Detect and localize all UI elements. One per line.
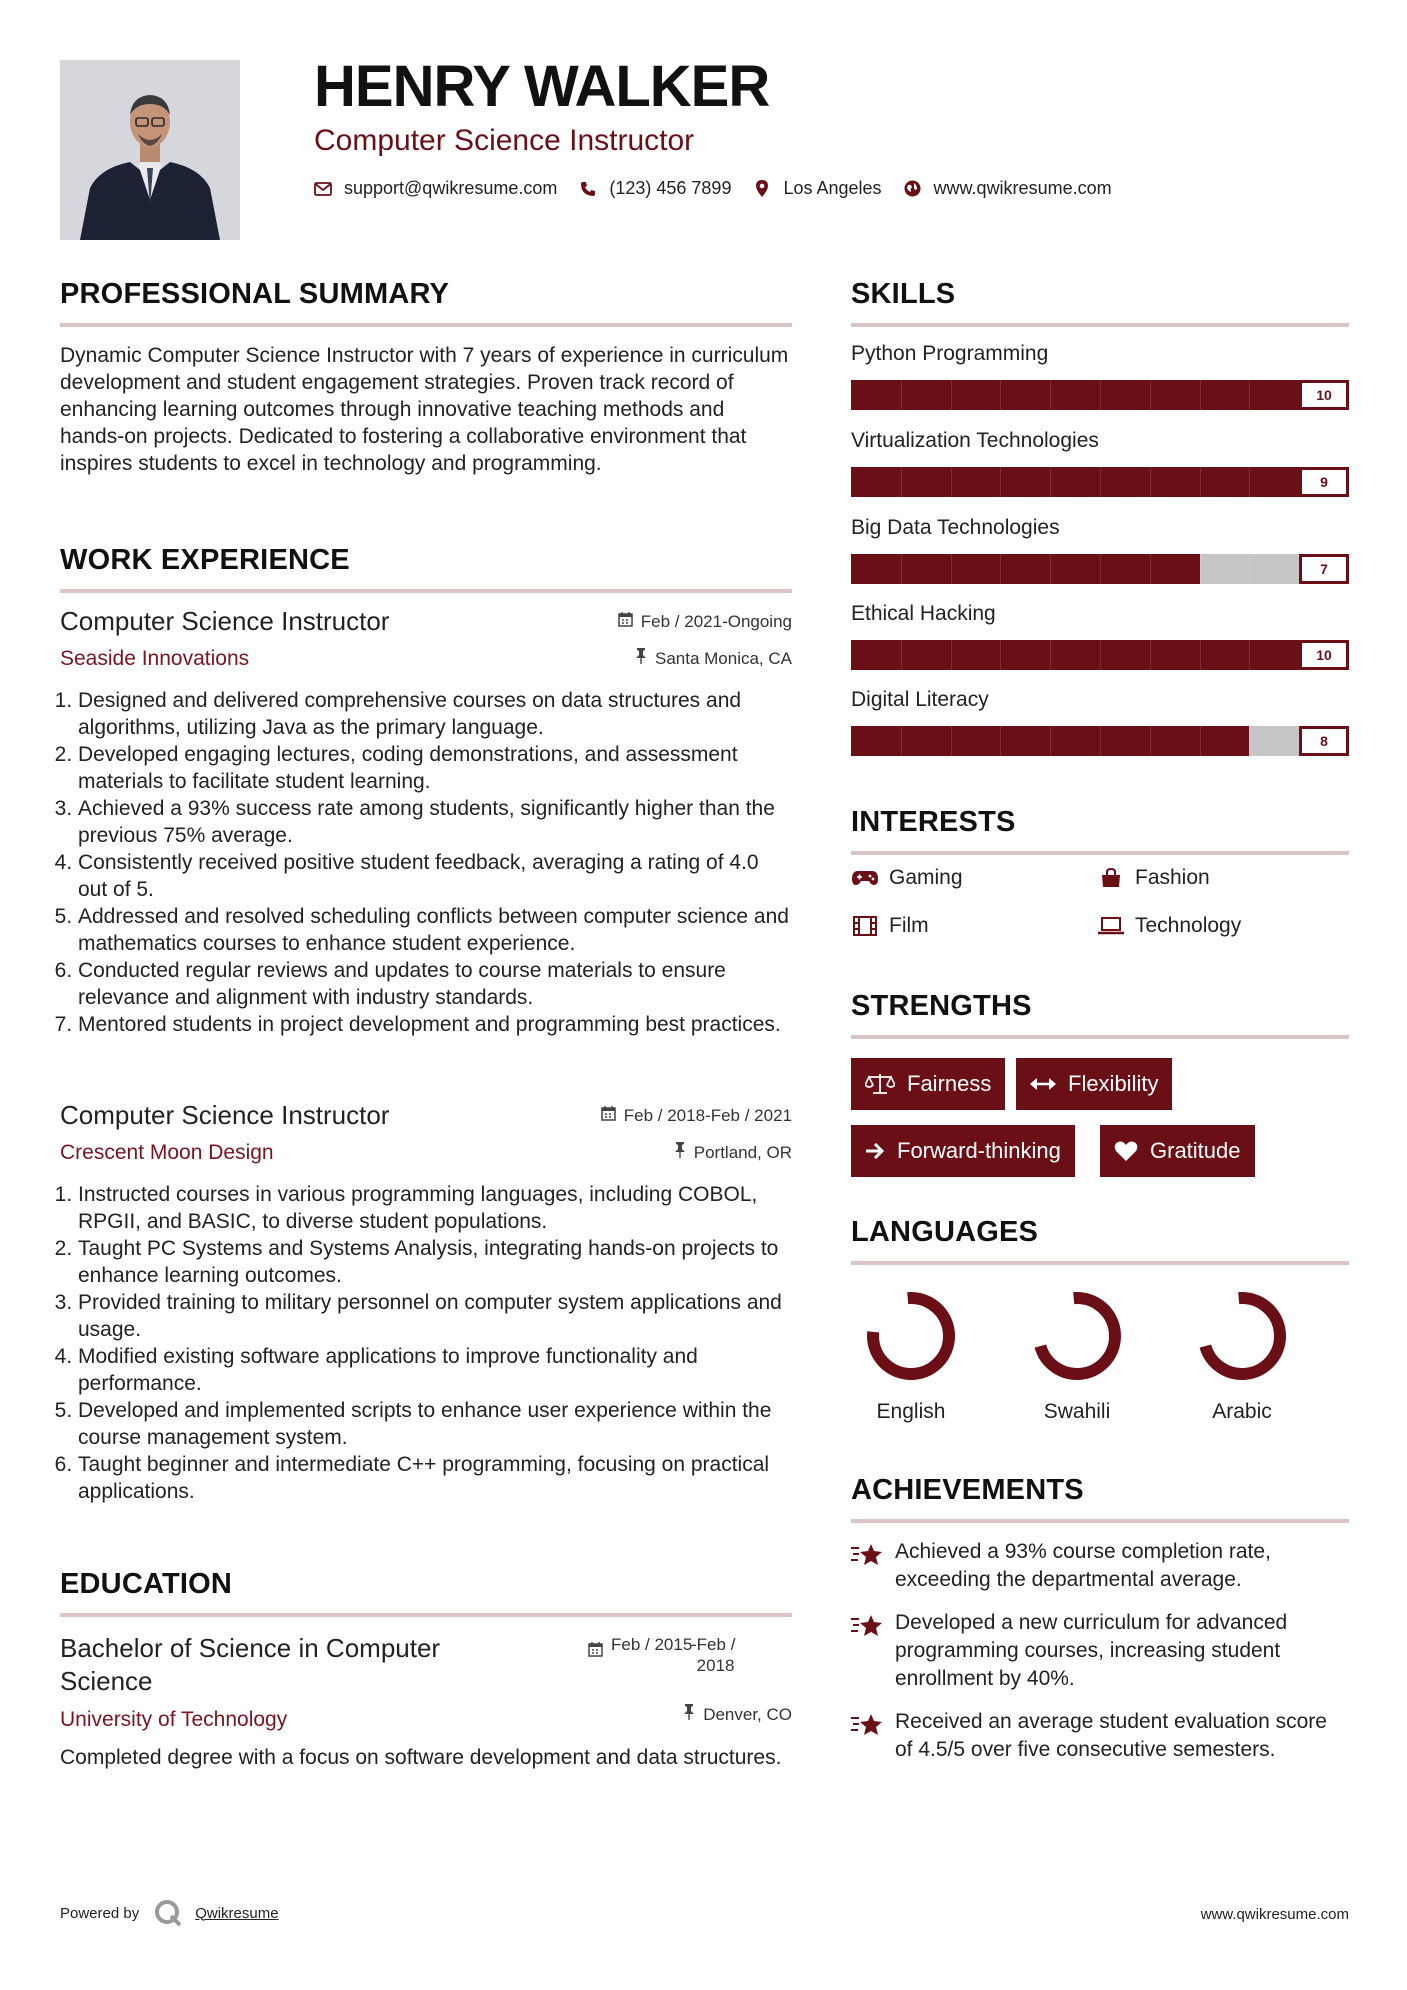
heart-icon xyxy=(1114,1140,1138,1162)
skill-bar-segment xyxy=(1050,726,1051,756)
skill-bar-segment xyxy=(1100,554,1101,584)
skill-bar-segment xyxy=(1050,380,1051,410)
job-bullet: 5. Addressed and resolved scheduling conflicts between computer science and mathematics courses to enhance student experience. xyxy=(78,903,792,957)
profile-photo xyxy=(60,60,240,240)
skill-bar-segment xyxy=(1000,380,1001,410)
interest-label: Technology xyxy=(1135,914,1242,937)
skill-bar-segment xyxy=(1200,380,1201,410)
job-entry xyxy=(60,1100,792,1505)
skill-bar-segment xyxy=(1249,726,1250,756)
footer-website[interactable]: www.qwikresume.com xyxy=(1200,1906,1349,1923)
achievements-heading: ACHIEVEMENTS xyxy=(851,1474,1084,1506)
job-bullet: 3. Achieved a 93% success rate among students, significantly higher than the previous 75% average. xyxy=(78,795,792,849)
skill-name: Digital Literacy xyxy=(851,688,989,711)
languages-section xyxy=(851,1218,1349,1265)
education-entry xyxy=(60,1632,792,1771)
laptop-icon xyxy=(1097,917,1125,935)
skill-item xyxy=(851,602,1349,670)
job-bullet: 3. Provided training to military personnel on computer system applications and usage. xyxy=(78,1289,792,1343)
skill-bar-segment xyxy=(1150,554,1151,584)
calendar-icon xyxy=(618,612,633,632)
skill-bar-segment xyxy=(1249,640,1250,670)
job-bullet: 1. Designed and delivered comprehensive courses on data structures and algorithms, utilizing Java as the primary language. xyxy=(78,687,792,741)
skill-bar-segment xyxy=(901,467,902,497)
skill-bar-segment xyxy=(1050,640,1051,670)
skill-level-badge: 10 xyxy=(1299,640,1349,670)
skill-bar-segment xyxy=(1050,467,1051,497)
education-rule xyxy=(60,1613,792,1617)
skill-bar-segment xyxy=(1100,726,1101,756)
skills-section xyxy=(851,280,1349,327)
job-location xyxy=(635,648,792,669)
strength-badge-gratitude xyxy=(1100,1125,1255,1177)
scales-icon xyxy=(865,1073,895,1095)
skill-bar-segment xyxy=(1150,726,1151,756)
skill-bar-segment xyxy=(1249,554,1250,584)
job-entry xyxy=(60,606,792,1038)
languages-heading: LANGUAGES xyxy=(851,1216,1039,1248)
interest-label: Film xyxy=(889,914,929,937)
map-pin-icon xyxy=(753,180,771,197)
job-bullet: 6. Taught beginner and intermediate C++ programming, focusing on practical applications. xyxy=(78,1451,792,1505)
strength-label: Flexibility xyxy=(1068,1071,1159,1096)
calendar-icon xyxy=(601,1106,616,1126)
experience-rule xyxy=(60,589,792,593)
job-bullet: 6. Conducted regular reviews and updates to course materials to ensure relevance and alignment with industry standards. xyxy=(78,957,792,1011)
contact-email[interactable] xyxy=(314,178,557,199)
language-ring xyxy=(1027,1286,1127,1386)
job-company: Seaside Innovations xyxy=(60,647,250,670)
skill-item xyxy=(851,429,1349,497)
language-item xyxy=(1017,1286,1137,1424)
skills-heading: SKILLS xyxy=(851,278,956,310)
skill-name: Big Data Technologies xyxy=(851,516,1060,539)
language-ring xyxy=(1192,1286,1292,1386)
skill-bar-segment xyxy=(1050,554,1051,584)
achievements-rule xyxy=(851,1519,1349,1523)
language-level-arc xyxy=(870,1295,952,1377)
achievement-text: Achieved a 93% course completion rate, exceeding the departmental average. xyxy=(895,1540,1271,1591)
school-name: University of Technology xyxy=(60,1708,288,1731)
interests-heading: INTERESTS xyxy=(851,806,1016,838)
skill-name: Virtualization Technologies xyxy=(851,429,1099,452)
skill-name: Ethical Hacking xyxy=(851,602,996,625)
job-bullet: 4. Consistently received positive student feedback, averaging a rating of 4.0 out of 5. xyxy=(78,849,792,903)
job-bullet: 7. Mentored students in project development and programming best practices. xyxy=(78,1011,792,1038)
job-dates xyxy=(601,1106,792,1126)
website-text: www.qwikresume.com xyxy=(933,178,1112,198)
achievement-text: Received an average student evaluation score of 4.5/5 over five consecutive semesters. xyxy=(895,1710,1327,1761)
powered-by-text: Powered by xyxy=(60,1904,140,1922)
skill-bar-segment xyxy=(1150,640,1151,670)
gamepad-icon xyxy=(851,870,879,886)
strength-label: Fairness xyxy=(907,1071,992,1096)
strength-label: Gratitude xyxy=(1150,1138,1241,1163)
degree-title: Bachelor of Science in Computer Science xyxy=(60,1633,441,1696)
language-ring xyxy=(861,1286,961,1386)
language-name: Arabic xyxy=(1212,1400,1272,1423)
skill-bar-segment xyxy=(1100,640,1101,670)
skill-bar-fill xyxy=(851,554,1200,584)
summary-text: Dynamic Computer Science Instructor with 7 years of experience in curriculum development and student engagement strategies. Proven track record of enhancing learning outcomes through innovative teaching methods and hands-on projects. Dedicated to fostering a collaborative environment that inspires students to excel in technology and programming. xyxy=(60,344,789,475)
pushpin-icon xyxy=(635,648,647,669)
job-bullet: 2. Developed engaging lectures, coding demonstrations, and assessment materials to facilitate student learning. xyxy=(78,741,792,795)
double-arrow-icon xyxy=(1030,1077,1056,1091)
strengths-rule xyxy=(851,1035,1349,1039)
achievement-item xyxy=(851,1609,1349,1693)
qwikresume-logo-icon xyxy=(153,1898,183,1928)
calendar-icon xyxy=(588,1642,603,1663)
skill-bar-segment xyxy=(1200,640,1201,670)
education-dash: - xyxy=(691,1635,697,1654)
experience-section xyxy=(60,546,792,593)
person-photo-icon xyxy=(60,60,240,240)
achievement-text: Developed a new curriculum for advanced programming courses, increasing student enrollment by 40%. xyxy=(895,1611,1288,1690)
skill-bar-segment xyxy=(1200,554,1201,584)
strength-badge-flexibility xyxy=(1016,1058,1172,1110)
language-item xyxy=(1182,1286,1302,1424)
job-bullets xyxy=(60,687,792,1038)
skills-rule xyxy=(851,323,1349,327)
skill-bar-segment xyxy=(1100,380,1101,410)
skill-bar-segment xyxy=(951,554,952,584)
skill-bar-fill xyxy=(851,467,1299,497)
education-section xyxy=(60,1570,792,1617)
skill-bar-segment xyxy=(1150,380,1151,410)
education-heading: EDUCATION xyxy=(60,1568,233,1600)
education-description: Completed degree with a focus on software development and data structures. xyxy=(60,1746,782,1769)
education-start: Feb / 2015 xyxy=(611,1635,693,1654)
skill-item xyxy=(851,516,1349,584)
job-title: Computer Science Instructor xyxy=(60,606,390,636)
candidate-title: Computer Science Instructor xyxy=(314,124,695,157)
skill-bar xyxy=(851,640,1349,670)
strength-badge-fairness xyxy=(851,1058,1005,1110)
interest-label: Gaming xyxy=(889,866,963,889)
skill-name: Python Programming xyxy=(851,342,1049,365)
location-text: Los Angeles xyxy=(783,178,882,198)
skill-bar-segment xyxy=(901,380,902,410)
skill-level-badge: 8 xyxy=(1299,726,1349,756)
skill-bar-segment xyxy=(1150,467,1151,497)
language-level-arc xyxy=(1201,1295,1283,1377)
languages-rule xyxy=(851,1261,1349,1265)
achievement-item xyxy=(851,1538,1349,1594)
envelope-icon xyxy=(314,182,332,196)
job-company: Crescent Moon Design xyxy=(60,1141,274,1164)
strengths-heading: STRENGTHS xyxy=(851,990,1032,1022)
skill-level-badge: 10 xyxy=(1299,380,1349,410)
skill-bar-segment xyxy=(1000,554,1001,584)
film-strip-icon xyxy=(851,916,879,936)
qwikresume-link[interactable]: Qwikresume xyxy=(195,1904,279,1922)
language-item xyxy=(851,1286,971,1424)
language-name: Swahili xyxy=(1043,1400,1111,1423)
job-bullet: 2. Taught PC Systems and Systems Analysis, integrating hands-on projects to enhance learning outcomes. xyxy=(78,1235,792,1289)
job-bullet: 4. Modified existing software applications to improve functionality and performance. xyxy=(78,1343,792,1397)
shooting-star-icon xyxy=(851,1538,895,1594)
summary-heading: PROFESSIONAL SUMMARY xyxy=(60,278,450,310)
job-bullets xyxy=(60,1181,792,1505)
shooting-star-icon xyxy=(851,1708,895,1764)
education-location xyxy=(683,1704,792,1725)
job-dates xyxy=(618,612,792,632)
interest-label: Fashion xyxy=(1135,866,1210,889)
language-level-arc xyxy=(1036,1295,1118,1377)
arrow-right-icon xyxy=(865,1142,885,1160)
interests-section xyxy=(851,808,1349,855)
skill-level-badge: 7 xyxy=(1299,554,1349,584)
experience-heading: WORK EXPERIENCE xyxy=(60,544,350,576)
interest-item-fashion xyxy=(1097,866,1210,890)
achievement-item xyxy=(851,1708,1349,1764)
footer-powered-by xyxy=(60,1898,279,1928)
skill-bar-segment xyxy=(1100,467,1101,497)
job-dates-text: Feb / 2021-Ongoing xyxy=(640,612,792,631)
summary-section xyxy=(60,280,792,327)
skill-item xyxy=(851,688,1349,756)
contact-row xyxy=(314,178,1134,199)
skill-bar-segment xyxy=(951,380,952,410)
skill-item xyxy=(851,342,1349,410)
candidate-name: HENRY WALKER xyxy=(314,54,770,119)
contact-phone[interactable] xyxy=(579,178,731,199)
pushpin-icon xyxy=(683,1704,695,1725)
interests-rule xyxy=(851,851,1349,855)
skill-bar-segment xyxy=(901,640,902,670)
phone-text: (123) 456 7899 xyxy=(609,178,732,198)
language-name: English xyxy=(876,1400,946,1423)
contact-location xyxy=(753,178,881,199)
skill-bar xyxy=(851,467,1349,497)
interest-item-technology xyxy=(1097,914,1241,938)
education-location-text: Denver, CO xyxy=(703,1704,792,1724)
job-bullet: 1. Instructed courses in various programming languages, including COBOL, RPGII, and BASIC, to diverse student populations. xyxy=(78,1181,792,1235)
interest-item-film xyxy=(851,914,929,938)
job-dates-text: Feb / 2018-Feb / 2021 xyxy=(623,1106,792,1125)
summary-rule xyxy=(60,323,792,327)
education-end: Feb / 2018 xyxy=(696,1635,736,1675)
pushpin-icon xyxy=(674,1142,686,1163)
strengths-section xyxy=(851,992,1349,1039)
skill-bar-segment xyxy=(1249,380,1250,410)
skill-bar-segment xyxy=(1000,640,1001,670)
strength-badge-forward-thinking xyxy=(851,1125,1075,1177)
skill-level-badge: 9 xyxy=(1299,467,1349,497)
shopping-bag-icon xyxy=(1097,868,1125,888)
job-location xyxy=(674,1142,792,1163)
globe-icon xyxy=(904,180,922,197)
skill-bar-segment xyxy=(951,726,952,756)
phone-icon xyxy=(579,181,597,197)
education-dates xyxy=(588,1634,757,1676)
skill-bar-segment xyxy=(901,554,902,584)
skill-bar-segment xyxy=(1200,467,1201,497)
job-location-text: Santa Monica, CA xyxy=(654,648,792,668)
skill-bar-segment xyxy=(1000,726,1001,756)
skill-bar xyxy=(851,380,1349,410)
job-title: Computer Science Instructor xyxy=(60,1100,390,1130)
shooting-star-icon xyxy=(851,1609,895,1693)
email-text: support@qwikresume.com xyxy=(344,178,558,198)
achievements-section xyxy=(851,1476,1349,1523)
skill-bar-segment xyxy=(1200,726,1201,756)
skill-bar-segment xyxy=(951,640,952,670)
interest-item-gaming xyxy=(851,866,963,890)
skill-bar xyxy=(851,726,1349,756)
skill-bar xyxy=(851,554,1349,584)
skill-bar-segment xyxy=(1000,467,1001,497)
skill-bar-segment xyxy=(901,726,902,756)
job-location-text: Portland, OR xyxy=(693,1142,792,1162)
contact-website[interactable] xyxy=(904,178,1112,199)
job-bullet: 5. Developed and implemented scripts to enhance user experience within the course management system. xyxy=(78,1397,792,1451)
skill-bar-segment xyxy=(1249,467,1250,497)
skill-bar-segment xyxy=(951,467,952,497)
strength-label: Forward-thinking xyxy=(897,1138,1061,1163)
